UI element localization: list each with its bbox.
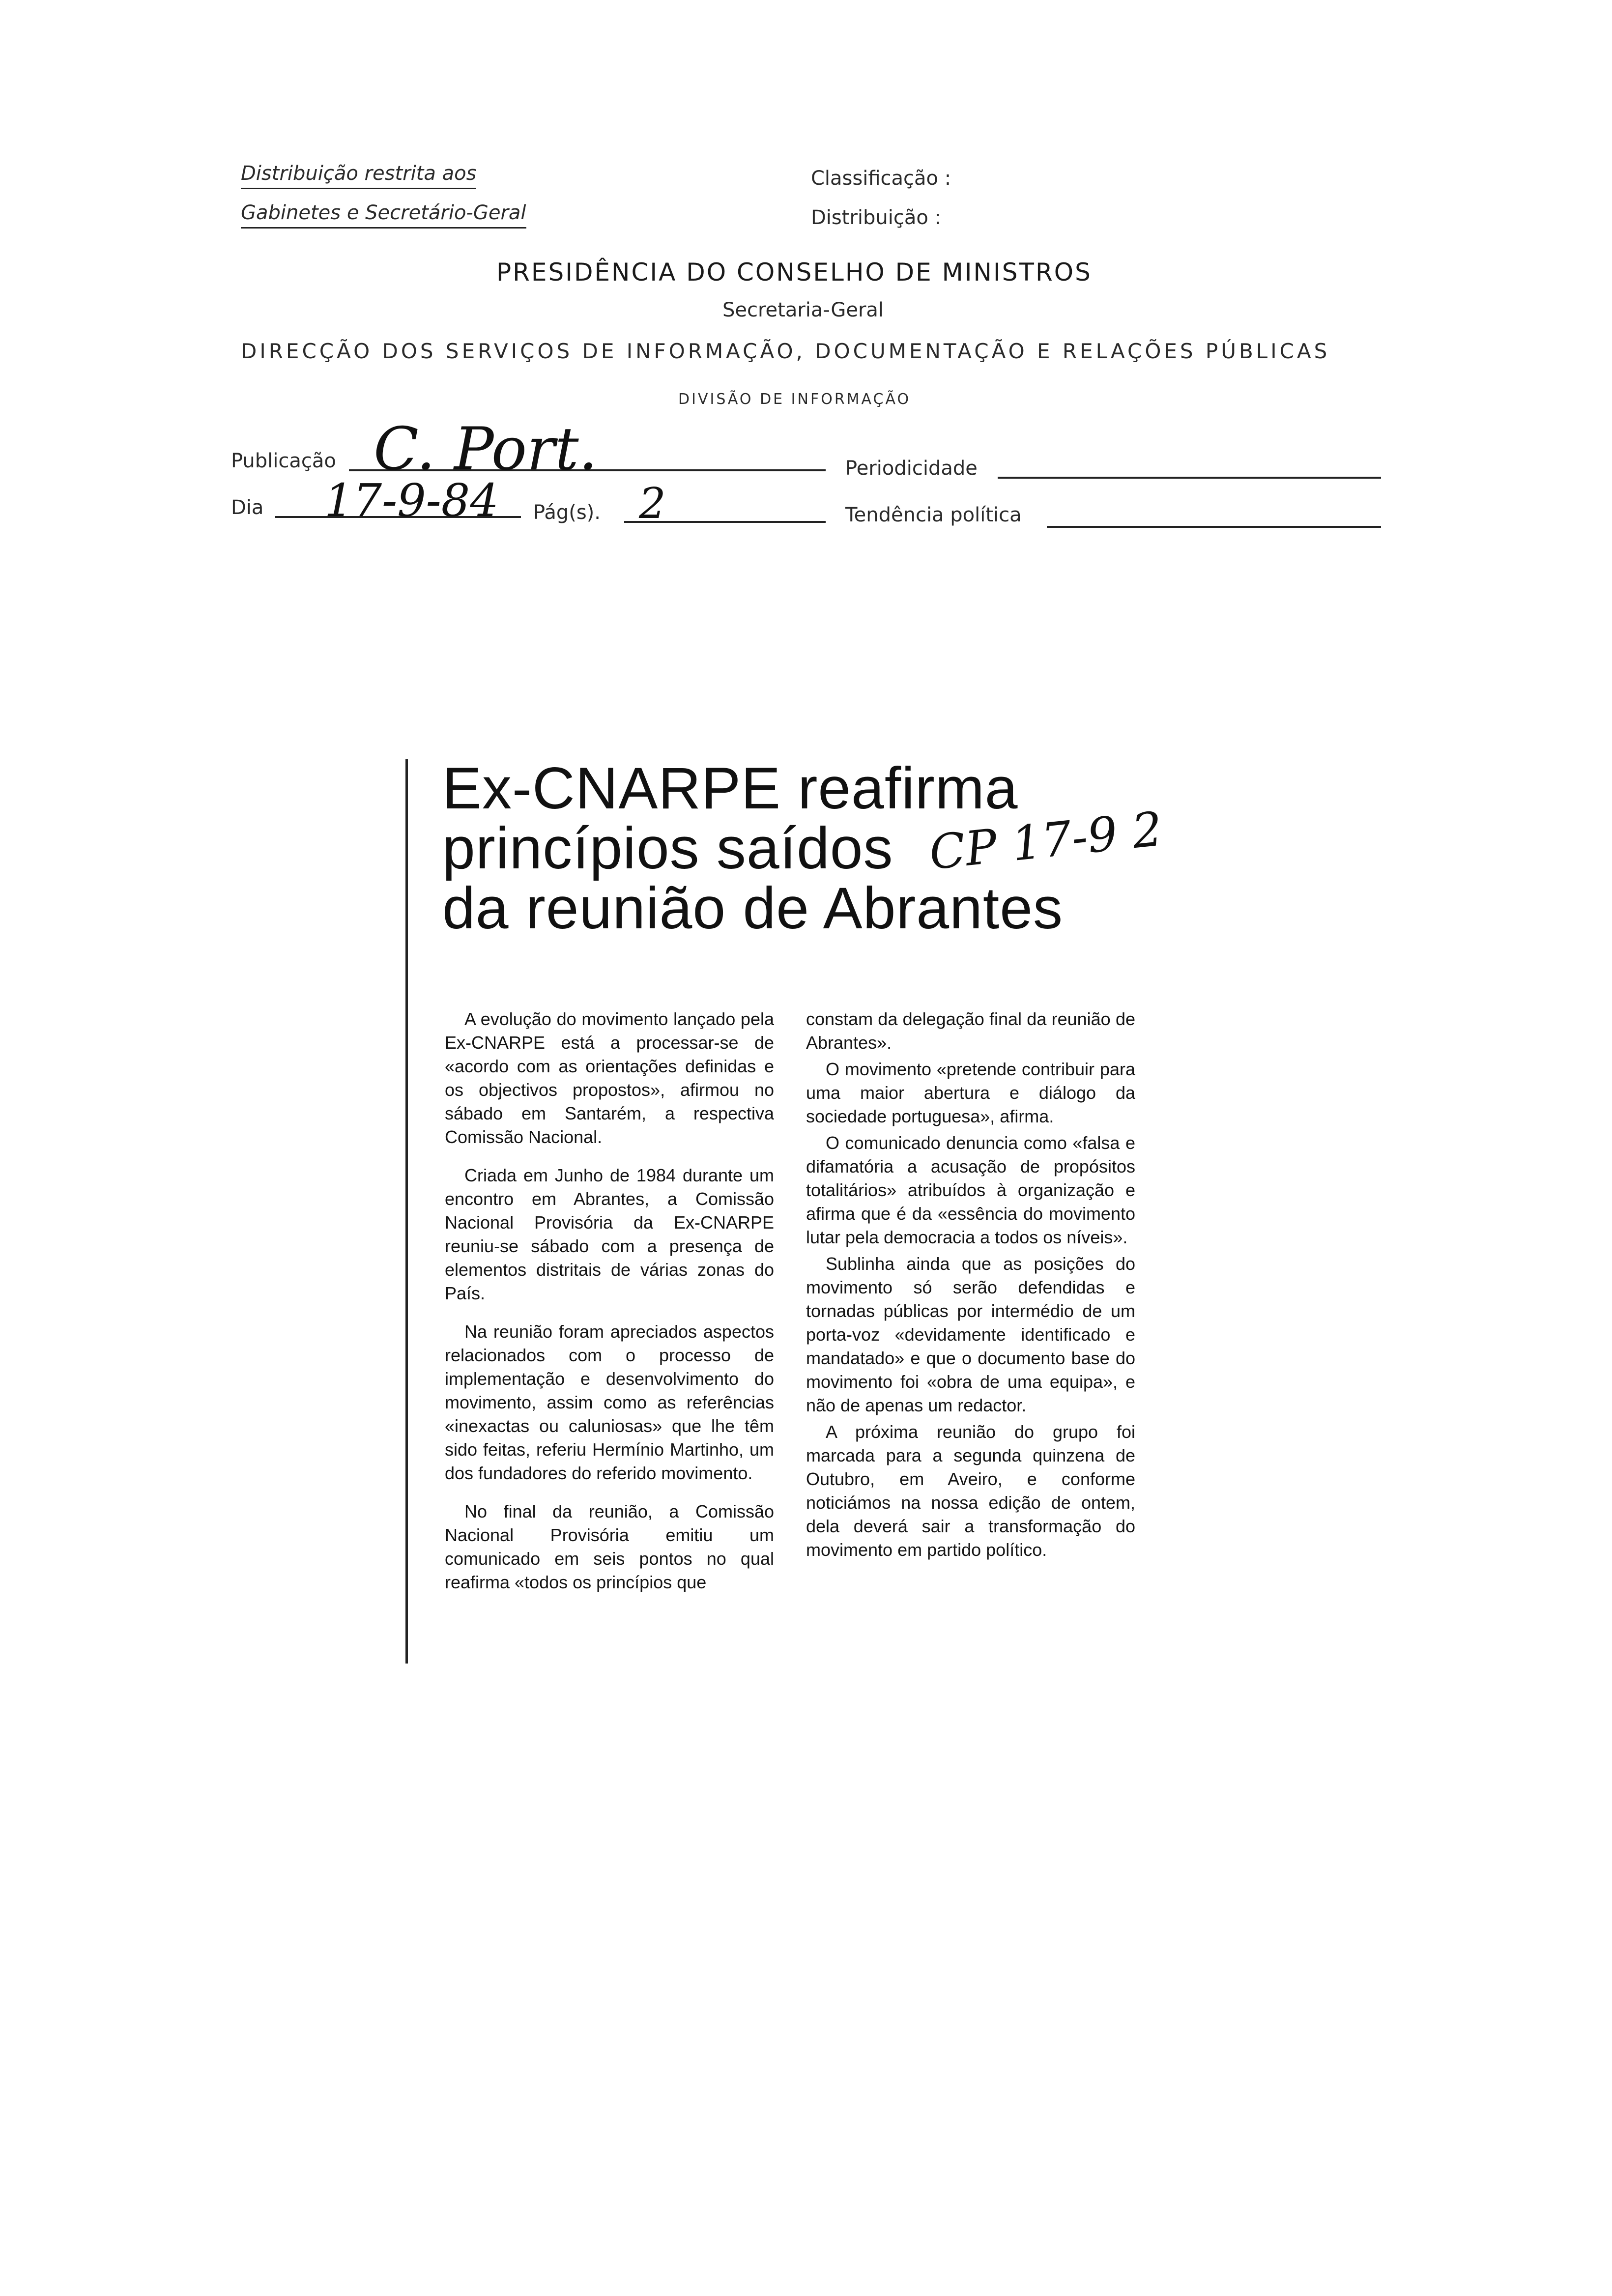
article-paragraph: Criada em Junho de 1984 durante um encontro em Abrantes, a Comissão Nacional Provisória da Ex-CNARPE reuniu-se sábado com a presença de elementos distritais de várias zonas do País. (445, 1165, 774, 1303)
clipping-left-rule (405, 759, 408, 1664)
political-tendency-label: Tendência política (845, 504, 1022, 526)
margin-handwritten-annotation: CP 17-9 2 (926, 801, 1165, 881)
political-tendency-line (1047, 526, 1381, 528)
article-paragraph: O comunicado denuncia como «falsa e difamatória a acusação de propósitos totalitários» atribuídos à organização e afirma que é da «essência do movimento lutar pela democracia a todos os níveis». (806, 1133, 1135, 1247)
publication-handwritten: C. Port. (374, 415, 598, 484)
pages-label: Pág(s). (533, 501, 601, 524)
pages-handwritten: 2 (639, 479, 666, 528)
article-paragraph: A próxima reunião do grupo foi marcada para a segunda quinzena de Outubro, em Aveiro, e conforme noticiámos na nossa edição de ontem, dela deverá sair a transformação do movimento em partido político. (806, 1422, 1135, 1560)
classification-label: Classificação : (811, 167, 951, 190)
distribution-cabinets: Gabinetes e Secretário-Geral (241, 201, 526, 229)
periodicity-line (998, 477, 1381, 479)
secretariat: Secretaria-Geral (722, 299, 884, 321)
article-paragraph: constam da delegação final da reunião de Abrantes». (806, 1009, 1135, 1053)
day-handwritten: 17-9-84 (324, 474, 499, 527)
day-label: Dia (231, 496, 264, 519)
article-column-2 (806, 1007, 1135, 1565)
article-paragraph: Sublinha ainda que as posições do movimento só serão defendidas e tornadas públicas por intermédio de um porta-voz «devidamente identificado e mandatado» e que o documento base do movimento foi «obra de uma equipa», e não de apenas um redactor. (806, 1254, 1135, 1415)
publication-label: Publicação (231, 450, 336, 472)
article-paragraph: No final da reunião, a Comissão Nacional Provisória emitiu um comunicado em seis pontos no qual reafirma «todos os princípios que (445, 1501, 774, 1592)
article-headline-line1: Ex-CNARPE reafirma (442, 755, 1018, 821)
article-column-1 (445, 1007, 774, 1609)
article-paragraph: A evolução do movimento lançado pela Ex-CNARPE está a processar-se de «acordo com as orientações definidas e os objectivos propostos», afirmou no sábado em Santarém, a respectiva Comissão Nacional. (445, 1009, 774, 1147)
article-paragraph: O movimento «pretende contribuir para uma maior abertura e diálogo da sociedade portuguesa», afirma. (806, 1059, 1135, 1126)
periodicity-label: Periodicidade (845, 457, 978, 480)
directorate: DIRECÇÃO DOS SERVIÇOS DE INFORMAÇÃO, DOCUMENTAÇÃO E RELAÇÕES PÚBLICAS (241, 339, 1330, 363)
presidency-title: PRESIDÊNCIA DO CONSELHO DE MINISTROS (496, 258, 1092, 287)
article-headline-line3: da reunião de Abrantes (442, 875, 1063, 941)
distribution-label: Distribuição : (811, 206, 942, 229)
article-headline-line2: princípios saídos (442, 815, 893, 881)
division: DIVISÃO DE INFORMAÇÃO (678, 391, 911, 408)
distribution-restricted: Distribuição restrita aos (241, 162, 476, 189)
article-paragraph: Na reunião foram apreciados aspectos relacionados com o processo de implementação e desenvolvimento do movimento, assim como as referências «inexactas ou caluniosas» que lhe têm sido feitas, referiu Hermínio Martinho, um dos fundadores do referido movimento. (445, 1321, 774, 1483)
